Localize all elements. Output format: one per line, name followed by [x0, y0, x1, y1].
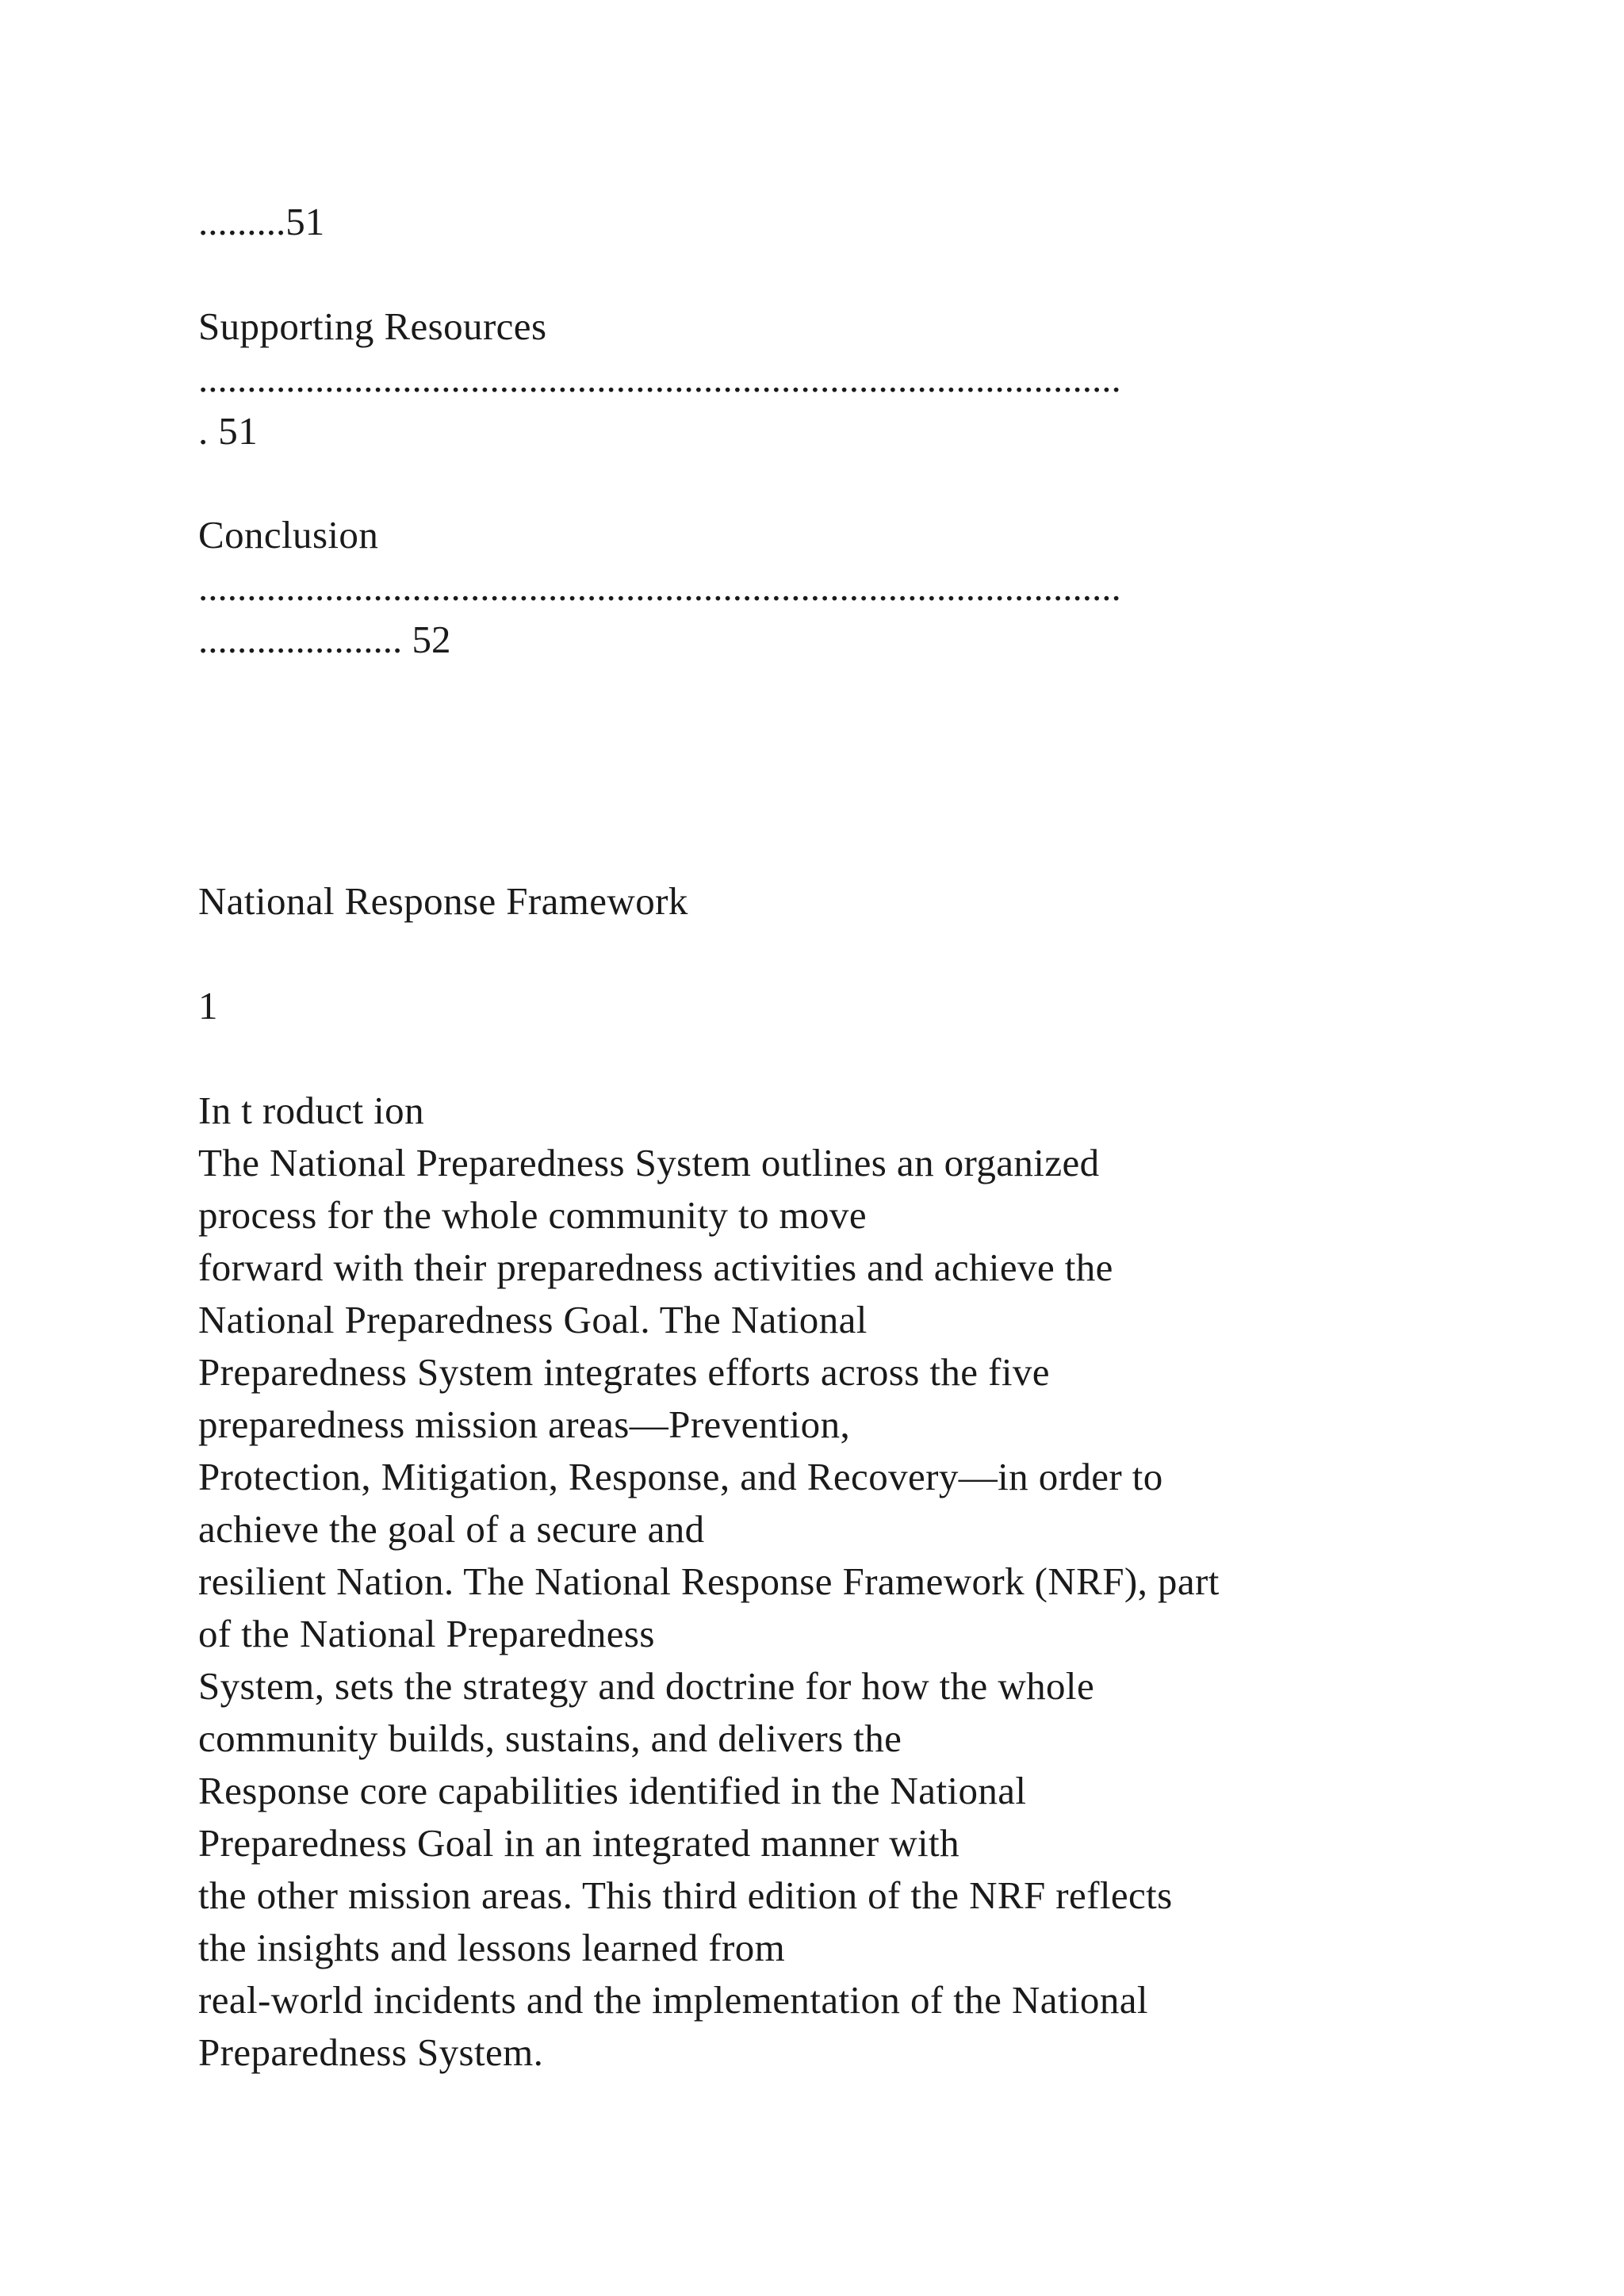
paragraph-line: preparedness mission areas—Prevention,: [198, 1402, 851, 1446]
page-number: 1: [198, 984, 218, 1027]
paragraph-line: Preparedness System.: [198, 2030, 544, 2074]
toc-entry-conclusion-title: Conclusion: [198, 513, 379, 557]
paragraph-line: Preparedness System integrates efforts across the five: [198, 1350, 1050, 1394]
toc-entry-conclusion-leader: ...............................................................................................: [198, 565, 1121, 609]
paragraph-line: the other mission areas. This third edition of the NRF reflects: [198, 1873, 1173, 1917]
document-page: [198, 0, 1451, 2296]
paragraph-line: Preparedness Goal in an integrated manner with: [198, 1821, 959, 1865]
paragraph-line: System, sets the strategy and doctrine for how the whole: [198, 1664, 1095, 1708]
paragraph-line: the insights and lessons learned from: [198, 1926, 786, 1969]
section-heading: In t roduct ion: [198, 1089, 424, 1132]
paragraph-line: real-world incidents and the implementation of the National: [198, 1978, 1148, 2022]
toc-entry-supporting-resources-page: . 51: [198, 409, 259, 453]
toc-entry-supporting-resources-title: Supporting Resources: [198, 304, 547, 348]
paragraph-line: resilient Nation. The National Response Framework (NRF), part: [198, 1559, 1220, 1603]
paragraph-line: of the National Preparedness: [198, 1612, 655, 1655]
toc-entry-supporting-resources-leader: ...............................................................................................: [198, 357, 1121, 400]
toc-entry-conclusion-page: ..................... 52: [198, 618, 451, 661]
paragraph-line: forward with their preparedness activities and achieve the: [198, 1246, 1113, 1289]
paragraph-line: process for the whole community to move: [198, 1193, 867, 1237]
paragraph-line: achieve the goal of a secure and: [198, 1507, 705, 1551]
paragraph-line: The National Preparedness System outlines an organized: [198, 1141, 1100, 1184]
toc-continuation-line: .........51: [198, 200, 325, 243]
paragraph-line: community builds, sustains, and delivers the: [198, 1716, 902, 1760]
paragraph-line: National Preparedness Goal. The National: [198, 1298, 868, 1341]
paragraph-line: Response core capabilities identified in the National: [198, 1769, 1027, 1812]
running-header: National Response Framework: [198, 879, 688, 923]
paragraph-line: Protection, Mitigation, Response, and Recovery—in order to: [198, 1455, 1163, 1498]
